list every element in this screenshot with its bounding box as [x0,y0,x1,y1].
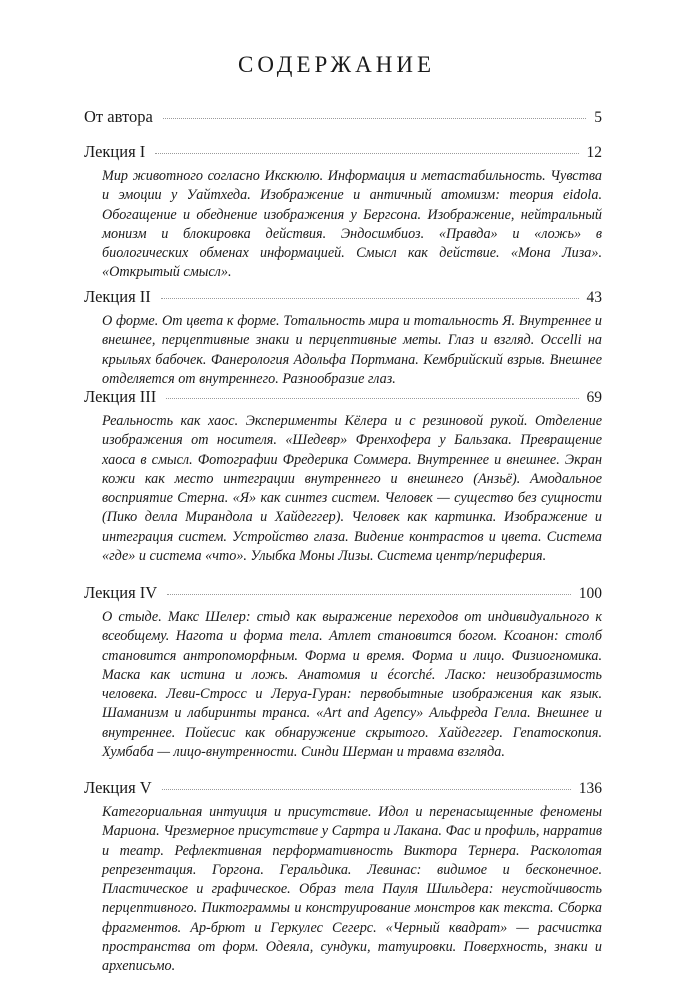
page-title: СОДЕРЖАНИЕ [237,52,435,77]
toc-entry-title: Лекция I [84,142,146,161]
toc-entry-description: Категориальная интуиция и присутствие. Идол и перенасыщенные феномены Мариона. Чрезмерное присутствие у Сартра и Лакана. Фас и профиль, нарратив и театр. Рефлективная перформативность Виктора Тернера. Расколотая репрезентация. Горгона. Геральдика. Левинас: видимое и бесконечное. Пластическое и графическое. Образ тела Пауля Шильдера: неустойчивость перцептивного. Пиктограммы и конструирование монстров как текста. Сборка фрагментов. Ар-брют и Геркулес Сегерс. «Черный квадрат» — расчистка пространства от форм. Одеяла, сундуки, татуировки. Поверхность, знаки и археписьмо. [102,804,602,975]
toc-entry-header [84,387,602,408]
dot-leader [162,789,571,790]
toc-entry-lecture-4 [84,583,602,762]
dot-leader [161,298,579,299]
toc-entry-author [84,107,602,128]
toc-entry-page: 136 [578,780,602,797]
toc-entry-description: Мир животного согласно Икскюлю. Информация и метастабильность. Чувства и эмоции у Уайтхеда. Изображение и античный атомизм: теория eidola. Обогащение и обеднение изображения у Бергсона. Изображение, нейтральный монизм и блокировка действия. Эндосимбиоз. «Правда» и «ложь» в биологических обменах информацией. Смысл как действие. «Мона Лиза». «Открытый смысл». [102,168,602,281]
toc-entry-header [84,583,602,604]
toc-entry-description: О форме. От цвета к форме. Тотальность мира и тотальность Я. Внутреннее и внешнее, перцептивные знаки и перцептивные меты. Глаз и взгляд. Occelli на крыльях бабочек. Фанерология Адольфа Портмана. Кембрийский взрыв. Внешнее отделяется от внутреннего. Разнообразие глаз. [102,313,602,387]
toc-entry-page: 100 [578,585,602,602]
toc-entry-lecture-3 [84,387,602,566]
dot-leader [155,153,578,154]
toc-entry-header [84,142,602,163]
toc-entry-lecture-1 [84,142,602,283]
toc-entry-description: Реальность как хаос. Эксперименты Кёлера и с резиновой рукой. Отделение изображения от носителя. «Шедевр» Френхофера у Бальзака. Превращение хаоса в смысл. Фотографии Фредерика Соммера. Внутреннее и внешнее. Экран кожи как место интеграции внутреннего и внешнего (Анзьё). Амодальное восприятие Стерна. «Я» как синтез систем. Человек — существо без сущности (Пико делла Мирандола и Хайдеггер). Человек как картинка. Изображение и интеграция систем. Устройство глаза. Видение контрастов и цвета. Система «где» и система «что». Улыбка Моны Лизы. Система центр/периферия. [102,413,602,565]
toc-entry-title: Лекция IV [84,583,158,602]
toc-entry-header [84,287,602,308]
toc-entry-lecture-5 [84,778,602,977]
toc-entry-title: Лекция III [84,387,157,406]
toc-entry-page: 69 [586,389,602,406]
dot-leader [163,118,586,119]
toc-entry-title: Лекция II [84,287,151,306]
toc-entry-description: О стыде. Макс Шелер: стыд как выражение переходов от индивидуального к всеобщему. Нагота и форма тела. Атлет становится богом. Ксоанон: столб становится антропоморфным. Форма и время. Форма и лицо. Физиогномика. Маска как истина и ложь. Анатомия и écorché. Ласко: неизобразимость человека. Леви-Стросс и Леруа-Гуран: первобытные изображения как язык. Шаманизм и лабиринты транса. «Art and Agency» Альфреда Гелла. Внешнее и внутреннее. Пойесис как обнаружение скрытого. Хайдеггер. Гепатоскопия. Хумбаба — лицо-внутренности. Синди Шерман и травма взгляда. [102,609,602,761]
toc-entry-page: 43 [586,289,602,306]
toc-entry-page: 12 [586,144,602,161]
toc-entry-lecture-2 [84,287,602,389]
toc-entry-title: От автора [84,107,153,126]
toc-entry-page: 5 [594,109,602,126]
toc-entry-title: Лекция V [84,778,152,797]
toc-entry-header [84,107,602,128]
toc-entry-header [84,778,602,799]
dot-leader [166,398,578,399]
dot-leader [167,594,571,595]
